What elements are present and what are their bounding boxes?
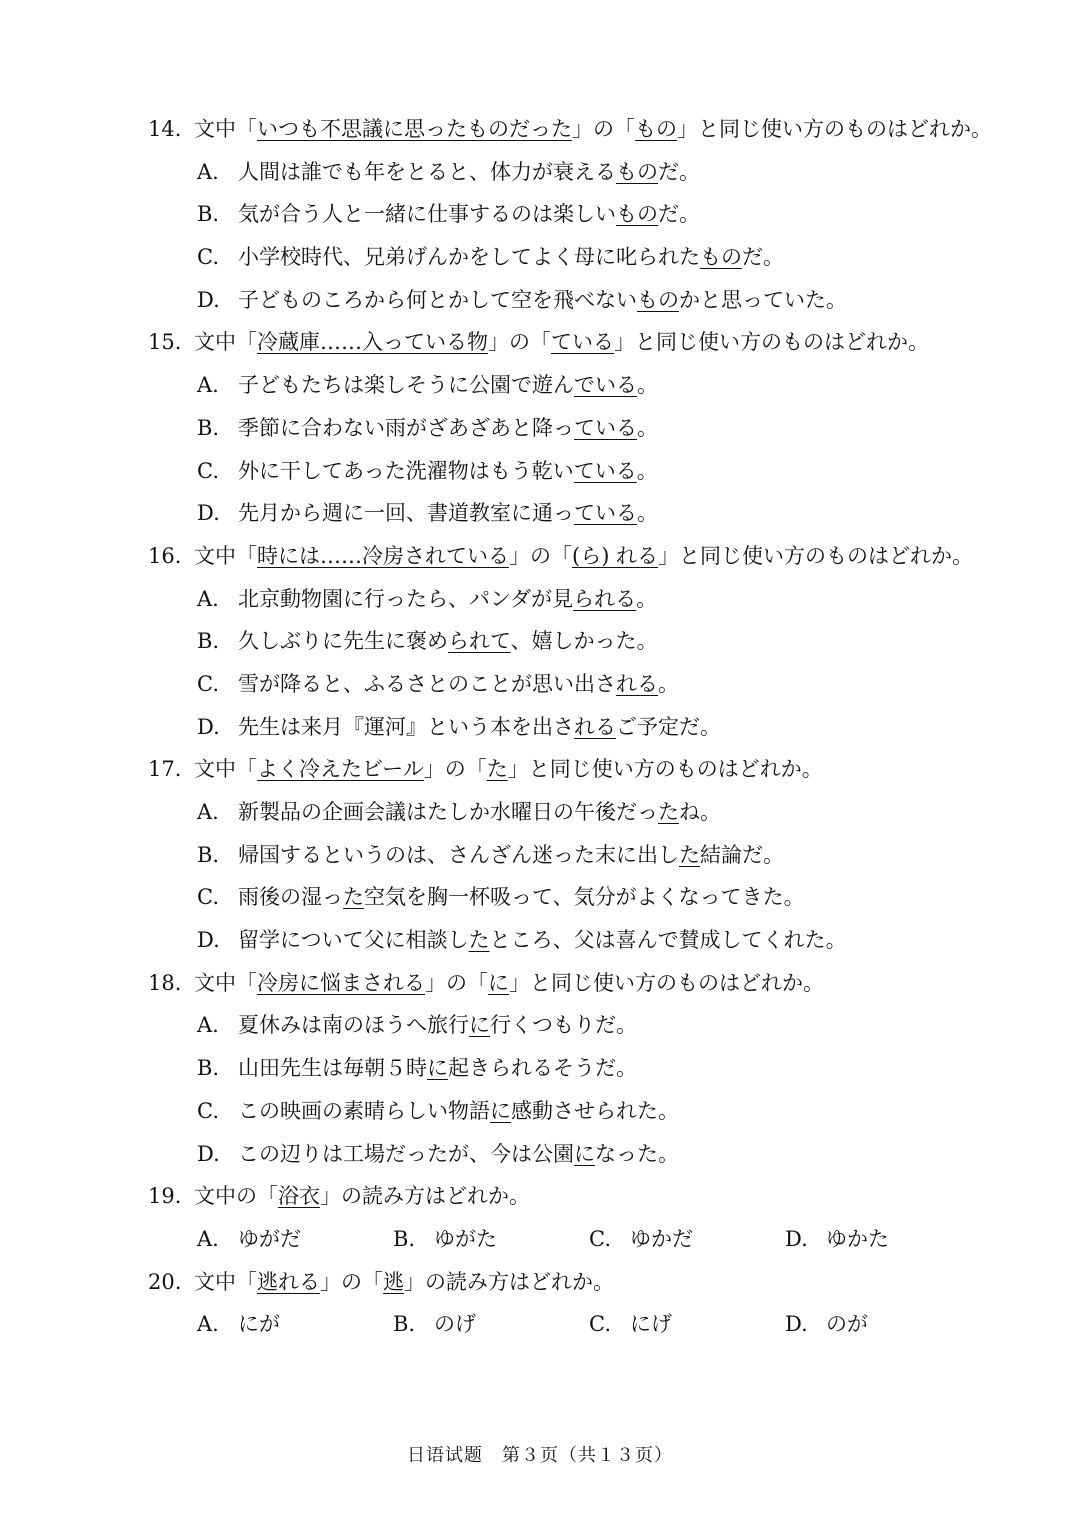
option[interactable]: A. 北京動物園に行ったら、パンダが見られる。 [197,586,658,611]
option[interactable]: C. 小学校時代、兄弟げんかをしてよく母に叱られたものだ。 [197,245,784,270]
option[interactable]: D. 子どものころから何とかして空を飛べないものかと思っていた。 [197,287,847,312]
question-number: 14. [148,117,182,141]
question-number: 15. [148,330,182,355]
option[interactable]: C. 雨後の湿った空気を胸一杯吸って、気分がよくなってきた。 [197,885,805,910]
page-footer: 日语试题 第３页（共１３页） [407,1445,673,1466]
question-18: 18. 文中「冷房に悩まされる」の「に」と同じ使い方のものはどれか。 [0,967,1080,1010]
target-word: 浴衣 [278,1184,320,1209]
option[interactable]: A. 人間は誰でも年をとると、体力が衰えるものだ。 [197,159,700,184]
target-word: (ら) れる [572,543,659,568]
option[interactable]: C. ゆかだ [589,1226,693,1251]
option[interactable]: D. のが [785,1312,868,1337]
question-14: 14. 文中「いつも不思議に思ったものだった」の「もの」と同じ使い方のものはどれか。 [0,113,1080,156]
target-word: た [486,757,508,782]
quoted-phrase: 時には……冷房されている [257,543,509,568]
target-word: もの [635,117,677,141]
question-number: 19. [148,1184,182,1209]
quoted-phrase: 冷蔵庫……入っている物 [257,330,488,355]
option[interactable]: C. 雪が降ると、ふるさとのことが思い出される。 [197,671,679,696]
target-word: 逃 [383,1269,404,1294]
question-17: 17. 文中「よく冷えたビール」の「た」と同じ使い方のものはどれか。 [0,753,1080,796]
quoted-phrase: 冷房に悩まされる [257,970,425,995]
option[interactable]: B. 季節に合わない雨がざあざあと降っている。 [197,415,658,440]
question-15: 15. 文中「冷蔵庫……入っている物」の「ている」と同じ使い方のものはどれか。 [0,326,1080,369]
option-row [0,1223,1080,1266]
question-number: 17. [148,757,182,782]
question-19: 19. 文中の「浴衣」の読み方はどれか。 [0,1180,1080,1223]
option[interactable]: C. この映画の素晴らしい物語に感動させられた。 [197,1098,679,1123]
question-number: 20. [148,1269,182,1294]
option[interactable]: C. にげ [589,1312,672,1337]
question-20: 20. 文中「逃れる」の「逃」の読み方はどれか。 [0,1266,1080,1309]
option[interactable]: D. 先月から週に一回、書道教室に通っている。 [197,501,658,526]
quoted-phrase: 逃れる [257,1269,320,1294]
option[interactable]: B. のげ [393,1312,476,1337]
option[interactable]: A. にが [197,1312,280,1337]
quoted-phrase: いつも不思議に思ったものだった [257,117,572,141]
option[interactable]: A. 子どもたちは楽しそうに公園で遊んでいる。 [197,373,658,398]
target-word: に [488,970,509,995]
option[interactable]: B. 山田先生は毎朝５時に起きられるそうだ。 [197,1056,637,1081]
option[interactable]: D. 留学について父に相談したところ、父は喜んで賛成してくれた。 [197,928,847,953]
option[interactable]: D. 先生は来月『運河』という本を出されるご予定だ。 [197,714,721,739]
option[interactable]: D. ゆかた [785,1226,889,1251]
option[interactable]: B. 久しぶりに先生に褒められて、嬉しかった。 [197,629,658,654]
question-number: 18. [148,970,182,995]
option[interactable]: A. 新製品の企画会議はたしか水曜日の午後だったね。 [197,800,721,824]
question-16: 16. 文中「時には……冷房されている」の「(ら) れる」と同じ使い方のものはどれか。 [0,540,1080,583]
quoted-phrase: よく冷えたビール [257,757,424,782]
option[interactable]: D. この辺りは工場だったが、今は公園になった。 [197,1141,679,1166]
target-word: ている [551,330,614,355]
option[interactable]: A. ゆがだ [197,1226,301,1251]
option[interactable]: B. 気が合う人と一緒に仕事するのは楽しいものだ。 [197,202,700,227]
option[interactable]: A. 夏休みは南のほうへ旅行に行くつもりだ。 [197,1013,637,1038]
option[interactable]: C. 外に干してあった洗濯物はもう乾いている。 [197,458,658,483]
option-row [0,1308,1080,1351]
option[interactable]: B. 帰国するというのは、さんざん迷った末に出した結論だ。 [197,842,784,867]
question-number: 16. [148,543,182,568]
option[interactable]: B. ゆがた [393,1226,497,1251]
